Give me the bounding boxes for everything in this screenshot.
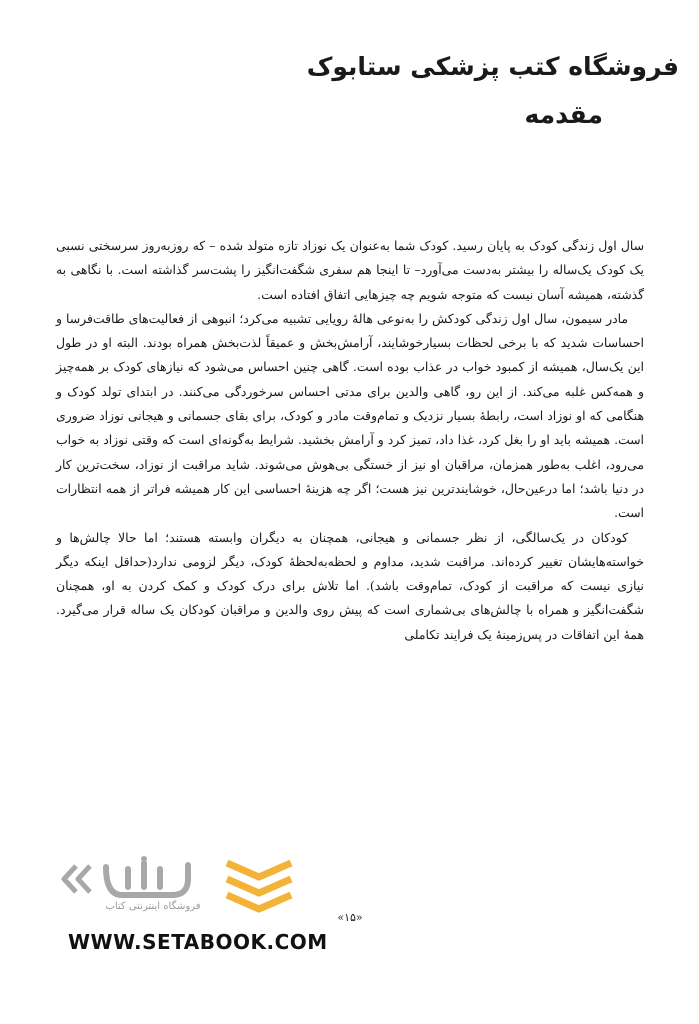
body-text [56, 234, 644, 647]
paragraph-3: کودکان در یک‌سالگی، از نظر جسمانی و هیجانی، همچنان به دیگران وابسته هستند؛ اما حالا چالش‌ها و خواسته‌هایشان تغییر کرده‌اند. مراقبت شدید، مداوم و لحظه‌به‌لحظهٔ کودک، دیگر لزومی ندارد(حداقل اینکه دیگر نیازی نیست که مراقبت از کودک، تمام‌وقت باشد). اما تلاش برای درک کودک و کمک کردن به او، همچنان شگفت‌انگیز و همراه با چالش‌های بی‌شماری است که پیش روی والدین و مراقبان کودکان یک ساله قرار می‌گیرد. همهٔ این اتفاقات در پس‌زمینهٔ یک فرایند تکاملی [56, 529, 644, 642]
site-url[interactable]: WWW.SETABOOK.COM [68, 930, 328, 954]
header-title: فروشگاه کتب پزشکی ستابوک [306, 52, 679, 81]
paragraph-1: سال اول زندگی کودک به پایان رسید. کودک شما به‌عنوان یک نوزاد تازه متولد شده – که روزبه‌روز سرسختی نسبی یک کودک یک‌ساله را بیشتر به‌دست می‌آورد– تا اینجا هم سفری شگفت‌انگیز را پشت‌سر گذاشته است. با نگاهی به گذشته، همیشه آسان نیست که متوجه شویم چه چیزهایی اتفاق افتاده است. [56, 238, 644, 302]
paragraph-2: مادر سیمون، سال اول زندگی کودکش را به‌نوعی هالهٔ رویایی تشبیه می‌کرد؛ انبوهی از فعالیت‌های طاقت‌فرسا و احساسات شدید که با برخی لحظات بسیارخوشایند، آرامش‌بخش و عمیقاً لذت‌بخش همراه بودند. البته او در طول این یک‌سال، همیشه از کمبود خواب در عذاب بوده است. گاهی چنین احساس می‌شود که نیازهای کودک بر همه‌چیز و همه‌کس غلبه می‌کند. از این رو، گاهی والدین برای مدتی احساس سرخوردگی می‌کنند. در ابتدای تولد کودک و هنگامی که او نوزاد است، رابطهٔ بسیار نزدیک و تمام‌وقت مادر و کودک، برای بقای جسمانی و هیجانی نوزاد ضروری است. همیشه باید او را بغل کرد، غذا داد، تمیز کرد و آرامش بخشید. شرایط به‌گونه‌ای است که وقتی نوزاد به خواب می‌رود، اغلب به‌طور همزمان، مراقبان او نیز از خستگی بی‌هوش می‌شوند. شاید مراقبت از نوزاد، سخت‌ترین کار در دنیا باشد؛ اما درعین‌حال، خوشایندترین نیز هست؛ اگر چه هزینهٔ احساسی این کار همیشه فراتر از همه انتظارات است. [56, 310, 644, 521]
watermark-tagline: فروشگاه اینترنتی کتاب [105, 901, 201, 912]
section-title: مقدمه [524, 100, 603, 129]
page-number: «۱۵» [337, 911, 363, 924]
setabook-logo-icon [102, 855, 194, 903]
book-stack-icon [223, 855, 295, 917]
setabook-watermark [40, 855, 310, 925]
double-chevron-icon [58, 863, 98, 895]
